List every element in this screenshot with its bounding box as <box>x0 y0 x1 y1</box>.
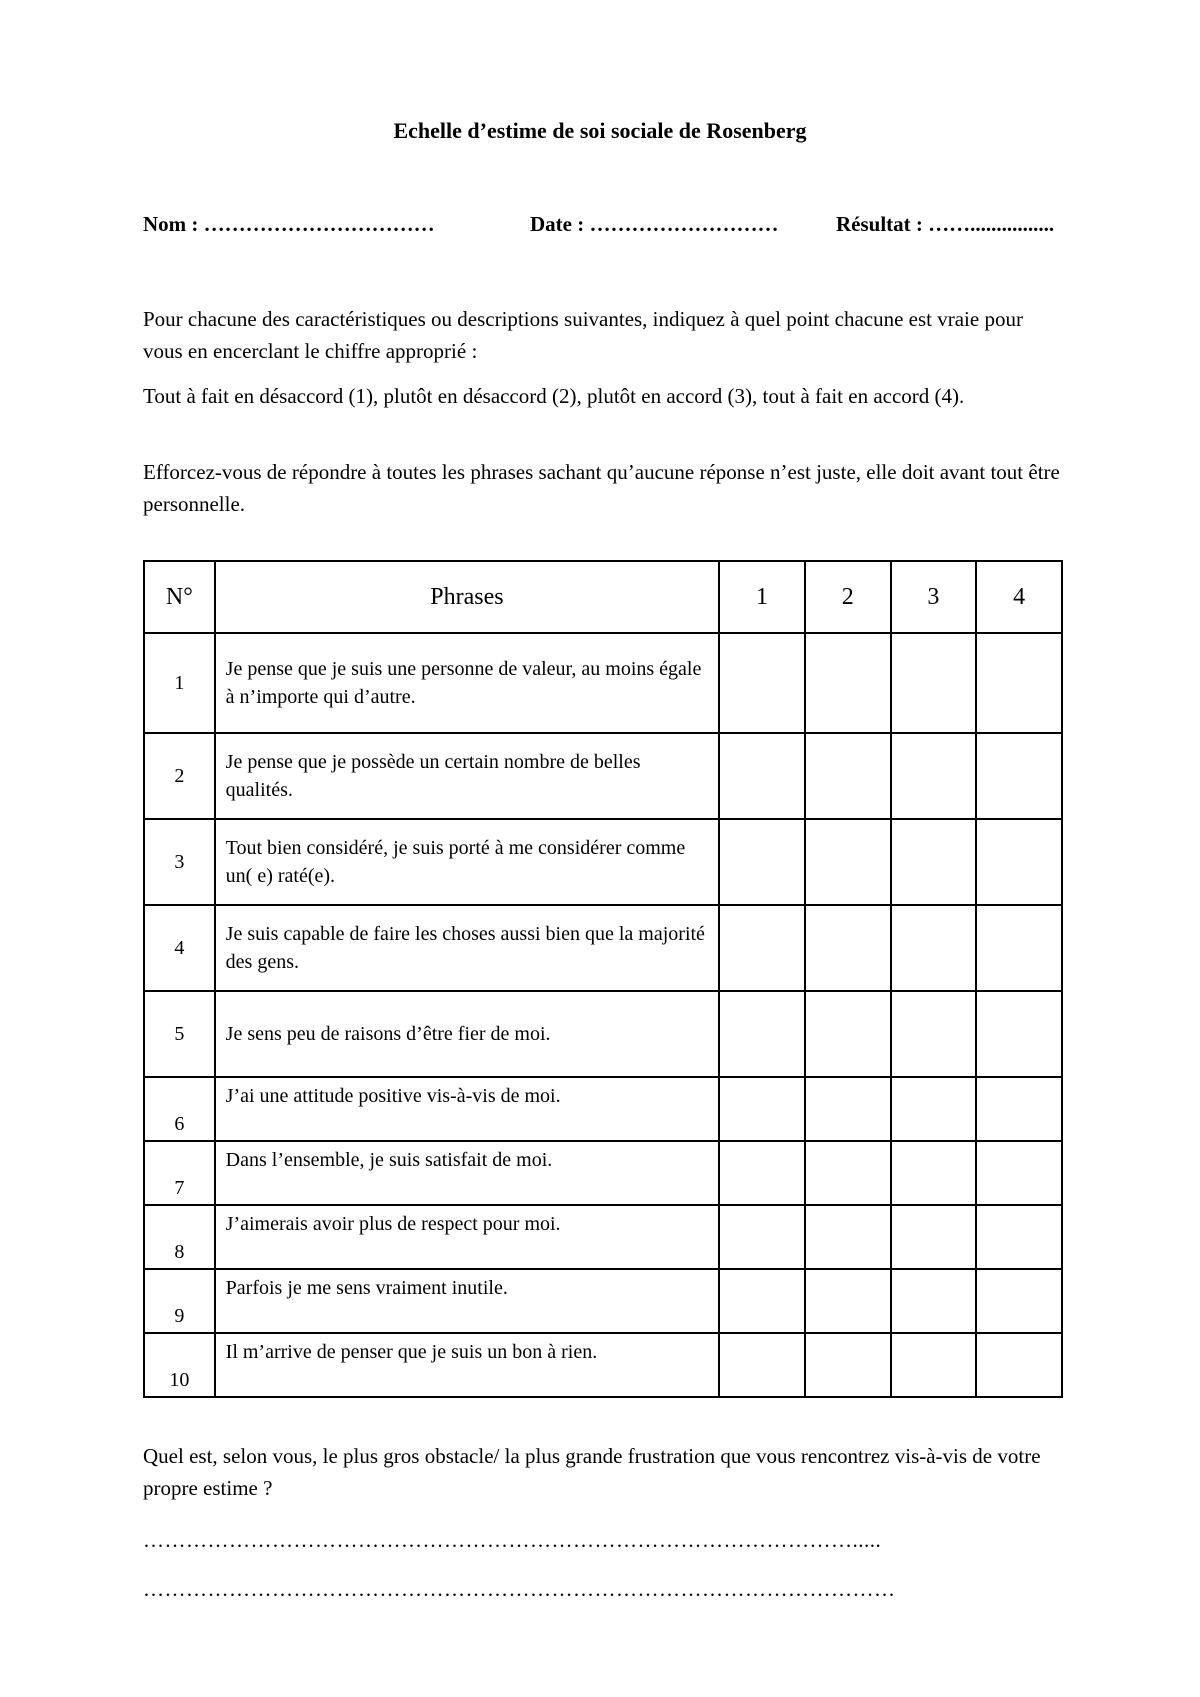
row-phrase: J’aimerais avoir plus de respect pour moi. <box>215 1205 720 1269</box>
row-number: 3 <box>144 819 215 905</box>
result-field[interactable]: Résultat : ……................ <box>836 212 1055 236</box>
choice-cell-1[interactable] <box>719 1205 805 1269</box>
row-phrase: Parfois je me sens vraiment inutile. <box>215 1269 720 1333</box>
row-number: 1 <box>144 633 215 733</box>
row-number: 5 <box>144 991 215 1077</box>
row-phrase: Je pense que je suis une personne de valeur, au moins égale à n’importe qui d’autre. <box>215 633 720 733</box>
row-phrase: Tout bien considéré, je suis porté à me considérer comme un( e) raté(e). <box>215 819 720 905</box>
choice-cell-4[interactable] <box>976 633 1062 733</box>
answer-line[interactable]: …………………………………………………………………………………………… <box>143 1577 896 1601</box>
choice-cell-3[interactable] <box>891 1077 977 1141</box>
row-phrase: Il m’arrive de penser que je suis un bon à rien. <box>215 1333 720 1397</box>
choice-cell-2[interactable] <box>805 1269 891 1333</box>
choice-cell-3[interactable] <box>891 905 977 991</box>
choice-cell-4[interactable] <box>976 991 1062 1077</box>
table-row <box>144 905 1062 991</box>
choice-cell-4[interactable] <box>976 1333 1062 1397</box>
table-row <box>144 633 1062 733</box>
table-row <box>144 991 1062 1077</box>
choice-cell-4[interactable] <box>976 1205 1062 1269</box>
table-row <box>144 819 1062 905</box>
date-field[interactable]: Date : ……………………… <box>530 212 779 236</box>
choice-cell-1[interactable] <box>719 905 805 991</box>
table-row <box>144 1205 1062 1269</box>
choice-cell-2[interactable] <box>805 905 891 991</box>
table-row <box>144 1141 1062 1205</box>
choice-cell-1[interactable] <box>719 1269 805 1333</box>
header-fields <box>143 212 1055 237</box>
choice-cell-1[interactable] <box>719 1141 805 1205</box>
choice-cell-2[interactable] <box>805 633 891 733</box>
choice-cell-3[interactable] <box>891 1141 977 1205</box>
open-question: Quel est, selon vous, le plus gros obstacle/ la plus grande frustration que vous rencontrez vis-à-vis de votre propre estime ? <box>143 1444 1041 1500</box>
choice-cell-2[interactable] <box>805 819 891 905</box>
choice-cell-4[interactable] <box>976 1077 1062 1141</box>
choice-cell-1[interactable] <box>719 633 805 733</box>
choice-cell-3[interactable] <box>891 1333 977 1397</box>
choice-cell-3[interactable] <box>891 991 977 1077</box>
row-number: 2 <box>144 733 215 819</box>
page-title: Echelle d’estime de soi sociale de Rosenberg <box>393 118 807 143</box>
instruction-paragraph: Pour chacune des caractéristiques ou descriptions suivantes, indiquez à quel point chacune est vraie pour vous en encerclant le chiffre approprié : <box>143 307 1023 363</box>
choice-cell-4[interactable] <box>976 733 1062 819</box>
choice-cell-4[interactable] <box>976 905 1062 991</box>
choice-cell-3[interactable] <box>891 733 977 819</box>
choice-cell-2[interactable] <box>805 991 891 1077</box>
choice-cell-4[interactable] <box>976 819 1062 905</box>
header-choice-3: 3 <box>891 561 977 633</box>
table-row <box>144 733 1062 819</box>
header-choice-4: 4 <box>976 561 1062 633</box>
row-phrase: Je suis capable de faire les choses aussi bien que la majorité des gens. <box>215 905 720 991</box>
choice-cell-2[interactable] <box>805 1141 891 1205</box>
scale-legend: Tout à fait en désaccord (1), plutôt en désaccord (2), plutôt en accord (3), tout à fait en accord (4). <box>143 384 965 408</box>
row-phrase: Je pense que je possède un certain nombre de belles qualités. <box>215 733 720 819</box>
row-number: 8 <box>144 1205 215 1269</box>
header-choice-2: 2 <box>805 561 891 633</box>
row-number: 6 <box>144 1077 215 1141</box>
row-phrase: Je sens peu de raisons d’être fier de moi. <box>215 991 720 1077</box>
header-choice-1: 1 <box>719 561 805 633</box>
choice-cell-2[interactable] <box>805 1205 891 1269</box>
row-number: 9 <box>144 1269 215 1333</box>
name-field[interactable]: Nom : …………………………… <box>143 212 435 236</box>
choice-cell-3[interactable] <box>891 819 977 905</box>
choice-cell-1[interactable] <box>719 1077 805 1141</box>
row-number: 7 <box>144 1141 215 1205</box>
choice-cell-3[interactable] <box>891 633 977 733</box>
header-phrases: Phrases <box>215 561 720 633</box>
choice-cell-4[interactable] <box>976 1141 1062 1205</box>
choice-cell-4[interactable] <box>976 1269 1062 1333</box>
row-number: 4 <box>144 905 215 991</box>
choice-cell-2[interactable] <box>805 1333 891 1397</box>
row-phrase: Dans l’ensemble, je suis satisfait de moi. <box>215 1141 720 1205</box>
rosenberg-table <box>143 560 1063 1398</box>
row-number: 10 <box>144 1333 215 1397</box>
answer-line[interactable]: ………………………………………………………………………………………..... <box>143 1528 882 1552</box>
header-number: N° <box>144 561 215 633</box>
choice-cell-1[interactable] <box>719 819 805 905</box>
table-row <box>144 1269 1062 1333</box>
choice-cell-1[interactable] <box>719 991 805 1077</box>
table-header-row <box>144 561 1062 633</box>
choice-cell-2[interactable] <box>805 1077 891 1141</box>
choice-cell-3[interactable] <box>891 1269 977 1333</box>
choice-cell-3[interactable] <box>891 1205 977 1269</box>
instruction-note: Efforcez-vous de répondre à toutes les phrases sachant qu’aucune réponse n’est juste, elle doit avant tout être personnelle. <box>143 460 1060 516</box>
choice-cell-1[interactable] <box>719 1333 805 1397</box>
choice-cell-1[interactable] <box>719 733 805 819</box>
table-row <box>144 1077 1062 1141</box>
choice-cell-2[interactable] <box>805 733 891 819</box>
row-phrase: J’ai une attitude positive vis-à-vis de moi. <box>215 1077 720 1141</box>
table-row <box>144 1333 1062 1397</box>
